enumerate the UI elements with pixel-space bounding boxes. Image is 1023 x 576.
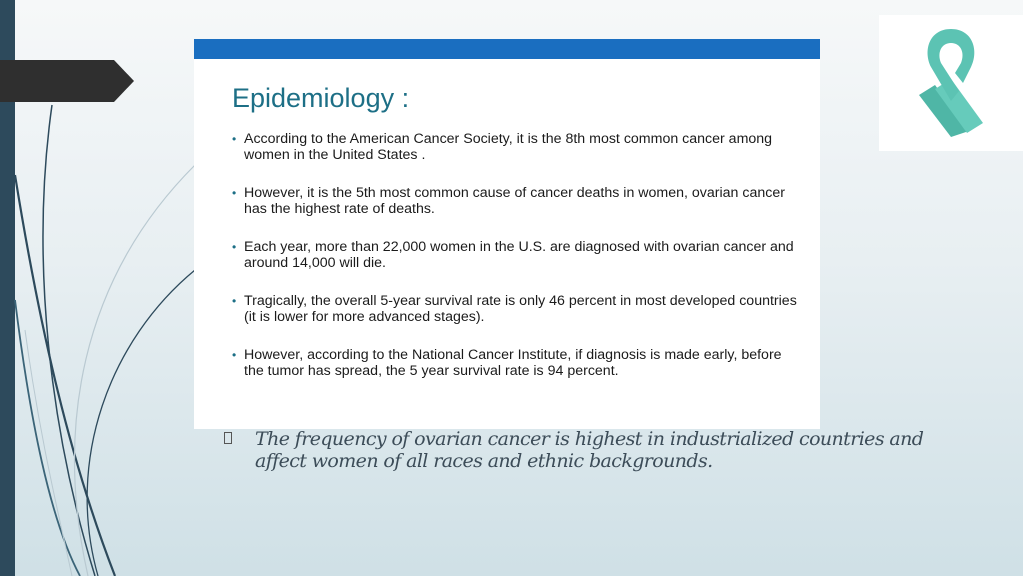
bullet-text: Tragically, the overall 5-year survival rate is only 46 percent in most developed countries (it is lower for more advanced stages).	[244, 293, 797, 325]
ribbon-image	[879, 15, 1023, 151]
list-item	[232, 131, 802, 163]
awareness-ribbon-icon	[909, 19, 993, 147]
caption-text: The frequency of ovarian cancer is highest in industrialized countries and affect women of all races and ethnic backgrounds.	[255, 428, 924, 472]
list-item	[232, 185, 802, 217]
bullet-text: According to the American Cancer Society, it is the 8th most common cancer among women in the United States .	[244, 131, 773, 163]
bullet-dot-icon: •	[232, 132, 237, 146]
bullet-text: However, according to the National Cancer Institute, if diagnosis is made early, before the tumor has spread, the 5 year survival rate is 94 percent.	[244, 347, 782, 379]
slide-caption	[224, 428, 964, 472]
list-item	[232, 347, 802, 379]
bullet-dot-icon: •	[232, 240, 237, 254]
bullet-text: Each year, more than 22,000 women in the U.S. are diagnosed with ovarian cancer and around 14,000 will die.	[244, 239, 794, 271]
arrow-tab-shape	[0, 60, 134, 102]
bullet-dot-icon: •	[232, 186, 237, 200]
caption-bullet-icon	[224, 432, 232, 444]
bullet-dot-icon: •	[232, 348, 237, 362]
slide-title: Epidemiology :	[232, 83, 410, 113]
list-item	[232, 239, 802, 271]
epidemiology-card	[194, 39, 820, 429]
bullet-text: However, it is the 5th most common cause of cancer deaths in women, ovarian cancer has the highest rate of deaths.	[244, 185, 785, 217]
list-item	[232, 293, 802, 325]
card-header-bar	[194, 39, 820, 59]
bullet-list	[232, 131, 802, 401]
bullet-dot-icon: •	[232, 294, 237, 308]
